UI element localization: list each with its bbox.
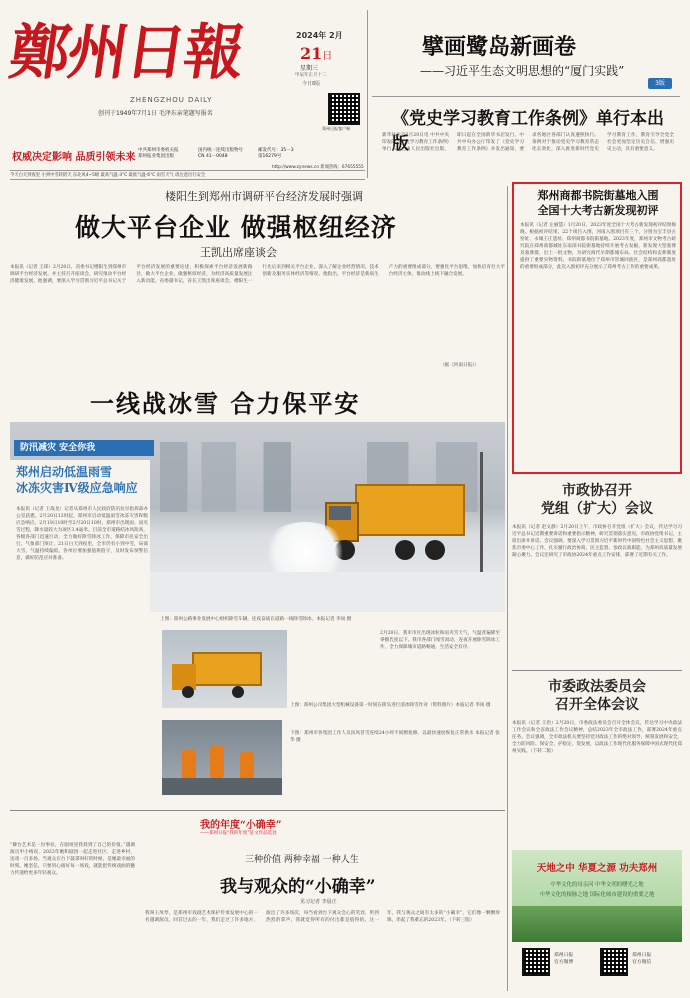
- masthead-slogan: 权威决定影响 品质引领未来: [12, 152, 136, 163]
- feature-small-caption-2: 下图：郑州市各集团工作人员顶风冒雪连续24小时不间断抢修，以最快速度恢复正常供水 本报记者 张华 摄: [290, 731, 500, 743]
- date-weekday: 星期三: [300, 65, 319, 72]
- masthead-pinyin: ZHENGZHOU DAILY: [130, 96, 213, 104]
- weather-bar: 今天白天到夜里 小到中雪转阴天 东北风4~5级 最高气温-3°C 最低气温-6°C 雨雪天气 请注意出行安全: [10, 170, 365, 180]
- politics-law-body: 本报讯（记者 王治）2月20日，市委政法委员会召开全体会议，传达学习中央政法工作会议和全省政法工作会议精神，总结2023年全市政法工作，部署2024年重点任务。会议强调，全市政法机关要坚持党对政法工作的绝对领导，统筹发展和安全，全力防风险、保安全、护稳定、促发展，以政法工作现代化服务保障中国式现代化郑州实践。（下转二版）: [512, 721, 682, 754]
- app-qr-code[interactable]: [328, 93, 360, 125]
- masthead-issn: 国内统一连续出版物号 CN 41－0048: [198, 148, 243, 159]
- party-history-body: 新华社北京2月20日电 中共中央印发的《党史学习教育工作条例》单行本，已由人民出版社出版，即日起在全国新华书店发行。中共中央办公厅印发了《党史学习教育工作条例》并发出通知，要求各地区各部门认真遵照执行。条例对于推动党史学习教育常态化长效化，深入推进新时代党史学习教育工作，教育引导全党全社会更加坚定历史自信、增强历史主动，具有重要意义。: [382, 133, 674, 152]
- my-year-kicker[interactable]: 我的年度“小确幸”: [200, 820, 282, 831]
- lead-kicker: 楼阳生到郑州市调研平台经济发展时强调: [165, 190, 363, 203]
- lead-headline[interactable]: 做大平台企业 做强枢纽经济: [75, 213, 397, 242]
- masthead-postal: 邮发代号：35－3 第16279号: [258, 148, 294, 159]
- tourism-ad[interactable]: [512, 850, 682, 942]
- feature-small-caption-1: 上图：郑州公司集团大型机械设备第一时间在街头进行清冰除雪作业（资料图片）本报记者 李岗 摄: [290, 703, 491, 708]
- my-year-section: [10, 812, 505, 992]
- headline-xiamen[interactable]: 擘画鹭岛新画卷: [422, 34, 577, 60]
- feature-body: 本报讯（记者 王战龙）记者从郑州市人民政府防汛抗旱指挥部办公室获悉，2月20日12时起，郑州市启动低温雨雪冰冻灾害Ⅳ级应急响应。2月19日10时至2月20日10时，郑州市出现雨、雨夹雪过程，降水量较大为项区3.4毫米。目前全市道路结冰风险高，各级各部门迅速行动，全力做好除雪除冰工作，保障市民安全出行。气象部门预计，21日白天到夜里，全市仍有小到中雪，局部大雪，气温持续偏低，各单位要加强值班值守，及时发布预警信息，做好防范应对准备。: [16, 507, 148, 561]
- wechat-qr-code[interactable]: [600, 948, 628, 976]
- workers-photo[interactable]: [162, 720, 282, 795]
- date-lunar: 甲辰年正月十二: [295, 73, 327, 78]
- politics-law-title[interactable]: 市委政法委员会 召开全体会议: [548, 679, 646, 713]
- lead-deck: 王凯出席座谈会: [200, 246, 277, 259]
- masthead-sponsor: 中共郑州市委机关报 郑州报业集团出版: [138, 148, 179, 159]
- archaeology-box: [512, 182, 682, 474]
- my-year-pretitle: 三种价值 两种幸福 一种人生: [245, 855, 359, 865]
- date-day: 21日: [300, 44, 333, 63]
- feature-right-caption: 2月20日，我市市区出现冰粒和雨夹雪天气，气温普遍降至零摄氏度以下。我市各部门闻雪而动，连夜开展除雪除冰工作，全力保障城市道路畅通，生活安全有序。: [380, 631, 500, 650]
- my-year-left-body: “舞台艺术是一份事业，在剧场里我找到了自己的价值。”越调演员申小梅说，2023年她和剧团一起走进社区、走进乡村，送戏一百多场。当观众在台下鼓掌叫好的时候，是她最幸福的时刻。她坚信，只要用心演好每一场戏，就能把传统戏曲的魅力传递给更多年轻观众。: [10, 843, 135, 876]
- my-year-body: 我叫王凤琴，是郑州市戏剧艺术保护传承发展中心的一名越调演员。回首过去的一年，我们走过了许多地方，演出了许多场次，每当看到台下观众会心的笑容，听到热烈的掌声，我就觉得所有的付出都是值得的。这一年，我与观众之间有太多的“小确幸”，它们像一颗颗珍珠，串起了我难忘的2023年。（下转三版）: [145, 911, 500, 923]
- politics-law-article: [512, 676, 682, 846]
- wechat-qr-label: 郑州日报 官方微信: [632, 953, 652, 965]
- masthead: [5, 8, 365, 170]
- top-right-panel: [372, 8, 680, 178]
- lead-end-note: （据《河南日报》）: [440, 363, 480, 368]
- cppcc-title[interactable]: 市政协召开 党组（扩大）会议: [541, 483, 653, 517]
- masthead-logo: 鄭州日報: [5, 18, 247, 88]
- date-year-month: 2024年 2月: [296, 31, 343, 40]
- page-count: 今日8版: [302, 81, 321, 87]
- feature-headline[interactable]: 一线战冰雪 合力保平安: [90, 389, 361, 418]
- masthead-founded: 创刊于1949年7月1日 毛泽东亲笔题写报名: [98, 110, 213, 117]
- qr-caption: 郑州日报客户端: [322, 126, 350, 131]
- lead-story: [10, 186, 505, 372]
- ad-title: 天地之中 华夏之源 功夫郑州: [536, 863, 658, 874]
- archaeology-body: 本报讯（记者 左丽慧）1月20日，2023年度全国十大考古新发现初评结果揭晓。根据初评结果，22个项目入围，河南入围项目有三个，分别为宝丰县古窑址、永城王庄遗址、郑州商都书院街墓地。2023年度，郑州市文物考古研究院在郑州商都城址东南部书院街墓地持续开展考古发掘，新发现大型墓葬及墓葬群，出土一批文物，为研究商代早期都城布局、社会结构和丧葬制度提供了重要实物资料。书院街墓地位于郑州市管城回族区，是郑州商都遗址的重要组成部分，此次入围初评充分展示了郑州考古工作的重要成果。: [520, 223, 676, 270]
- archaeology-title[interactable]: 郑州商都书院街墓地入围 全国十大考古新发现初评: [537, 189, 659, 217]
- flood-safety-banner: 防汛减灾 安全你我: [14, 440, 154, 456]
- lead-body: 本报讯（记者 王锋）2月20日，省委书记楼阳生到郑州市调研平台经济发展，并主持召开座谈会，研究推动平台经济健康发展。他强调，要深入学习贯彻习近平总书记关于平台经济发展的重要论述，积极探索平台经济发展新路径，做大平台企业、做强枢纽经济，为经济高质量发展注入新动能。省委副书记、省长王凯出席座谈会。楼阳生一行先后来到相关平台企业，深入了解企业经营情况、技术创新及服务实体经济等情况。他指出，平台经济是新质生产力的重要组成部分，要强化平台思维，加快培育壮大平台经济主体，推动线上线下融合发展。: [10, 265, 505, 284]
- feature-photo-caption: 上图：郑州公路事业发展中心组织除雪车辆，连夜奋战在道路一线除雪除冰。本报记者 李岗 摄: [160, 617, 352, 622]
- cppcc-body: 本报讯（记者 赵文静）2月20日上午，市政协召开党组（扩大）会议，传达学习习近平总书记近期重要讲话和重要指示精神，研究贯彻落实意见。市政协党组书记、主席出席并讲话。会议强调，要深入学习贯彻习近平新时代中国特色社会主义思想，聚焦市委中心工作，扎实履行政治协商、民主监督、参政议政职能，为郑州高质量发展凝心聚力。会议还研究了市政协2024年重点工作安排，部署了近期有关工作。: [512, 525, 682, 558]
- headline-party-history[interactable]: 《党史学习教育工作条例》单行本出版: [392, 109, 664, 154]
- weibo-qr-code[interactable]: [522, 948, 550, 976]
- subheadline-xiamen: ——习近平生态文明思想的“厦门实践”: [420, 64, 625, 78]
- my-year-headline[interactable]: 我与观众的“小确幸”: [220, 877, 376, 897]
- cppcc-article: [512, 480, 682, 665]
- masthead-website[interactable]: http://www.zynews.cn 新闻热线：67655555: [272, 165, 364, 170]
- my-year-byline: 见习记者 李晨正: [300, 899, 337, 905]
- feature-section: [10, 380, 505, 800]
- ad-line-2: 中华文化的根脉之地 国际化城市建设的重要之地: [539, 892, 655, 898]
- ad-line-1: 中华文化的母亲河 中华文明的曙光之地: [550, 882, 644, 888]
- page-badge[interactable]: 3版: [648, 78, 672, 89]
- feature-left-column: [10, 460, 150, 800]
- orange-truck-photo[interactable]: [162, 630, 287, 708]
- my-year-kicker-sub: ——郑州日报“我的年度”征文作品选登: [200, 831, 277, 836]
- weibo-qr-label: 郑州日报 官方微博: [554, 953, 574, 965]
- feature-subhead[interactable]: 郑州启动低温雨雪 冰冻灾害Ⅳ级应急响应: [16, 465, 138, 495]
